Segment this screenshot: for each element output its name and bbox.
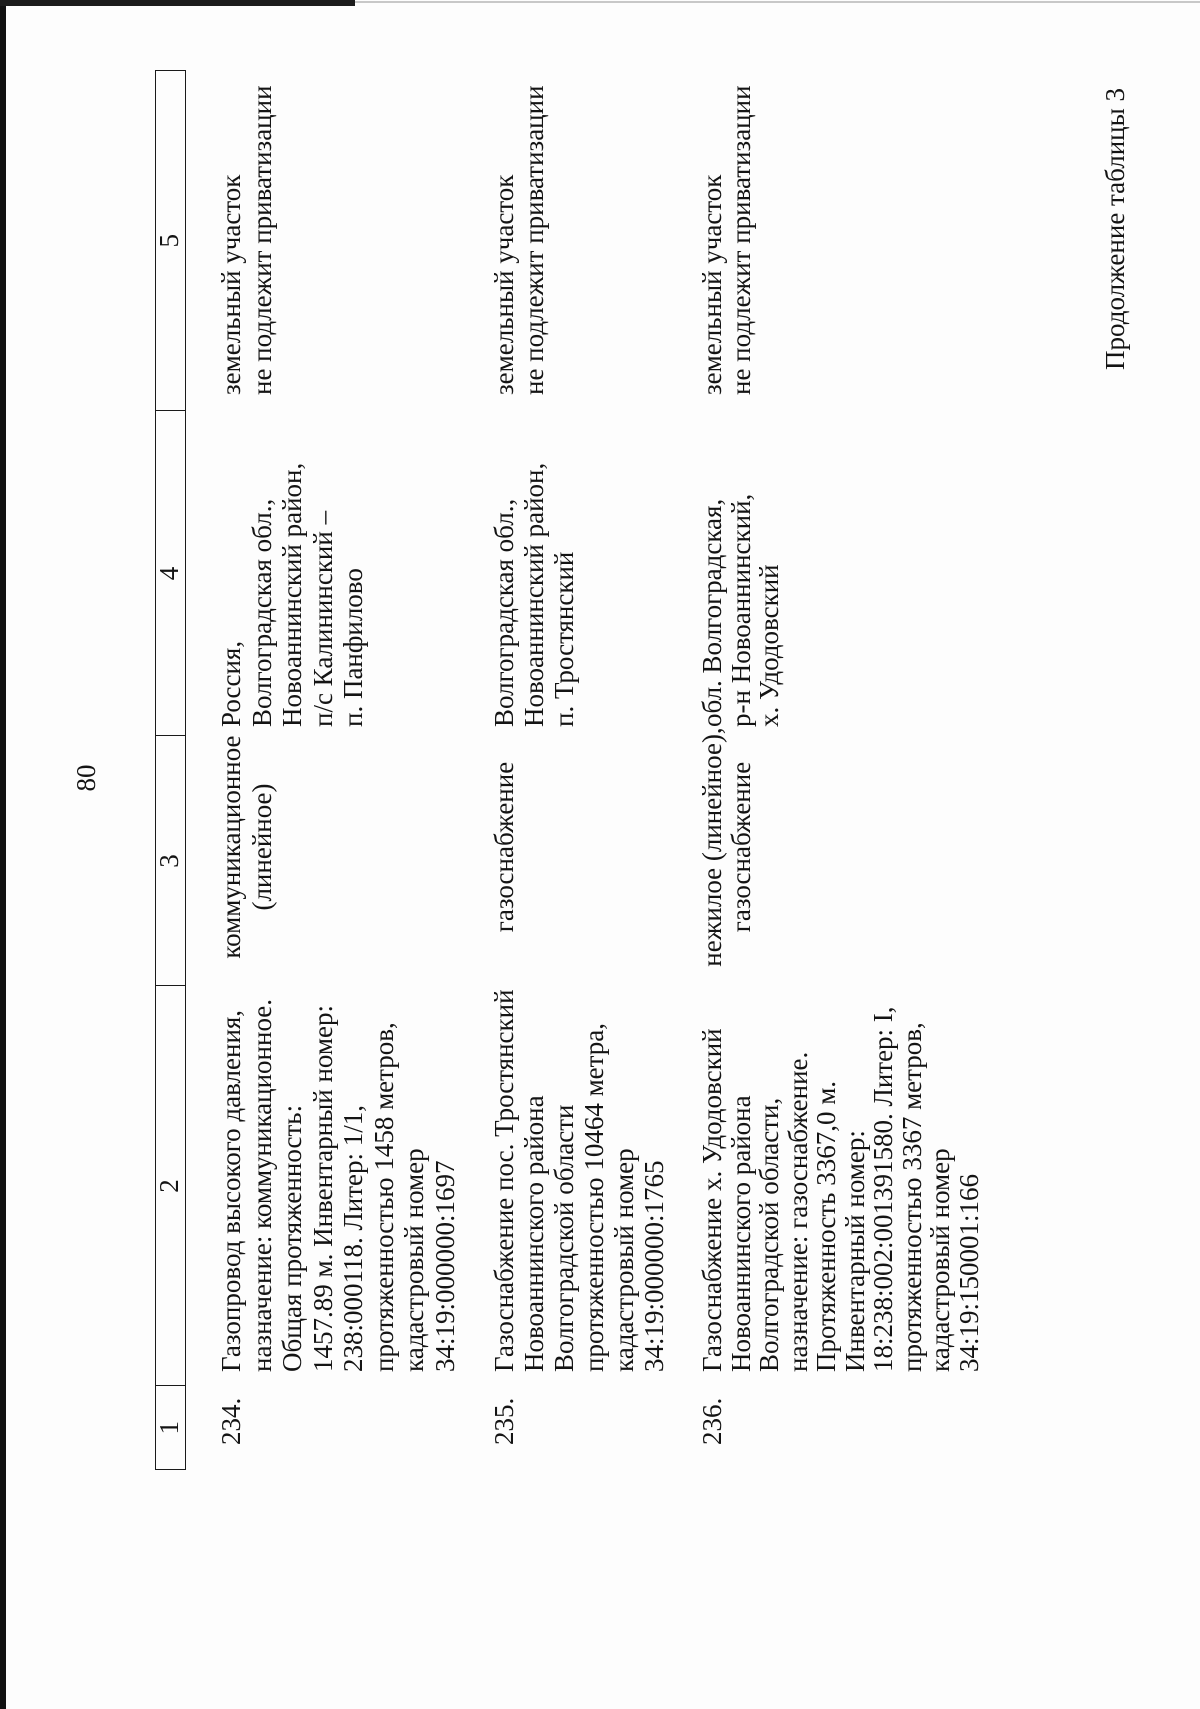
purpose-cell (698, 709, 755, 985)
address-line: п. Тростянский (549, 551, 579, 727)
address-cell (216, 463, 369, 727)
object-name-line: Новоаннинского района (725, 1095, 756, 1372)
note-line: не подлежит приватизации (246, 85, 277, 395)
object-name-line: Инвентарный номер: (839, 1130, 870, 1372)
note-cell (216, 85, 277, 395)
purpose-line: нежилое (линейное), (697, 727, 727, 967)
address-line: Волгоградская обл., (489, 498, 519, 727)
note-cell (698, 85, 755, 395)
object-name-line: Общая протяженность: (277, 1104, 307, 1372)
object-name-line: Волгоградской области (549, 1104, 579, 1372)
object-name-line: 34:19:150001:166 (953, 1173, 984, 1372)
object-name-line: 34:19:000000:1765 (639, 1160, 669, 1372)
object-name-line: Газоснабжение пос. Тростянский (489, 989, 519, 1372)
object-name-line: 238:000118. Литер: 1/1, (338, 1104, 368, 1372)
address-line: обл. Волгоградская, (697, 498, 727, 727)
purpose-line: (линейное) (246, 783, 277, 911)
address-line: п. Панфилово (338, 568, 368, 727)
address-line: Россия, (216, 640, 246, 727)
purpose-cell (216, 709, 277, 985)
object-name-line: кадастровый номер (609, 1148, 639, 1372)
object-name-line: кадастровый номер (925, 1148, 955, 1372)
header-cell-3: 3 (156, 736, 185, 986)
note-line: земельный участок (697, 174, 727, 395)
header-cell-1: 1 (156, 1386, 185, 1470)
object-name-line: протяженностью 10464 метра, (579, 1022, 609, 1372)
header-cell-2: 2 (156, 986, 185, 1386)
object-name-line: протяженностью 3367 метров, (896, 1022, 927, 1372)
object-name-line: Газопровод высокого давления, (216, 1009, 246, 1372)
purpose-line: коммуникационное (216, 735, 246, 959)
row-number: 234. (216, 1397, 246, 1445)
address-line: х. Удодовский (754, 564, 784, 727)
address-cell (489, 463, 579, 727)
note-line: не подлежит приватизации (519, 85, 549, 395)
address-line: Новоаннинский район, (277, 462, 307, 727)
purpose-line: газоснабжение (489, 761, 519, 933)
header-cell-4: 4 (156, 411, 185, 736)
object-name-line: назначение: коммуникационное. (246, 998, 277, 1372)
object-name-line: 34:19:000000:1697 (429, 1160, 460, 1372)
note-line: земельный участок (489, 174, 519, 395)
object-name-line: Волгоградской области, (754, 1097, 784, 1372)
object-name-cell (216, 999, 460, 1372)
row-number: 236. (697, 1397, 727, 1445)
page-number: 80 (71, 764, 101, 792)
purpose-line: газоснабжение (725, 761, 756, 933)
table-header-row (155, 70, 186, 1470)
note-line: земельный участок (216, 174, 246, 395)
object-name-line: Газоснабжение х. Удодовский (697, 1028, 727, 1372)
note-cell (489, 85, 549, 395)
row-number: 235. (489, 1397, 519, 1445)
object-name-line: Новоаннинского района (519, 1095, 549, 1372)
address-cell (698, 494, 784, 727)
address-line: п/с Калининский – (307, 510, 338, 727)
header-cell-5: 5 (154, 234, 184, 248)
object-name-line: Протяженность 3367,0 м. (811, 1080, 841, 1372)
object-name-line: 18:238:002:001391580. Литер: I, (868, 1006, 898, 1372)
address-line: Волгоградская обл., (246, 498, 277, 727)
object-name-cell (489, 989, 669, 1372)
address-line: р-н Новоаннинский, (725, 493, 756, 727)
object-name-cell (698, 1006, 983, 1372)
object-name-line: кадастровый номер (399, 1148, 429, 1372)
address-line: Новоаннинский район, (519, 462, 549, 727)
purpose-cell (489, 709, 519, 985)
table-caption: Продолжение таблицы 3 (1100, 88, 1130, 370)
object-name-line: назначение: газоснабжение. (782, 1051, 813, 1372)
note-line: не подлежит приватизации (725, 85, 756, 395)
object-name-line: 1457.89 м. Инвентарный номер: (307, 1005, 338, 1372)
object-name-line: протяженностью 1458 метров, (368, 1022, 399, 1372)
